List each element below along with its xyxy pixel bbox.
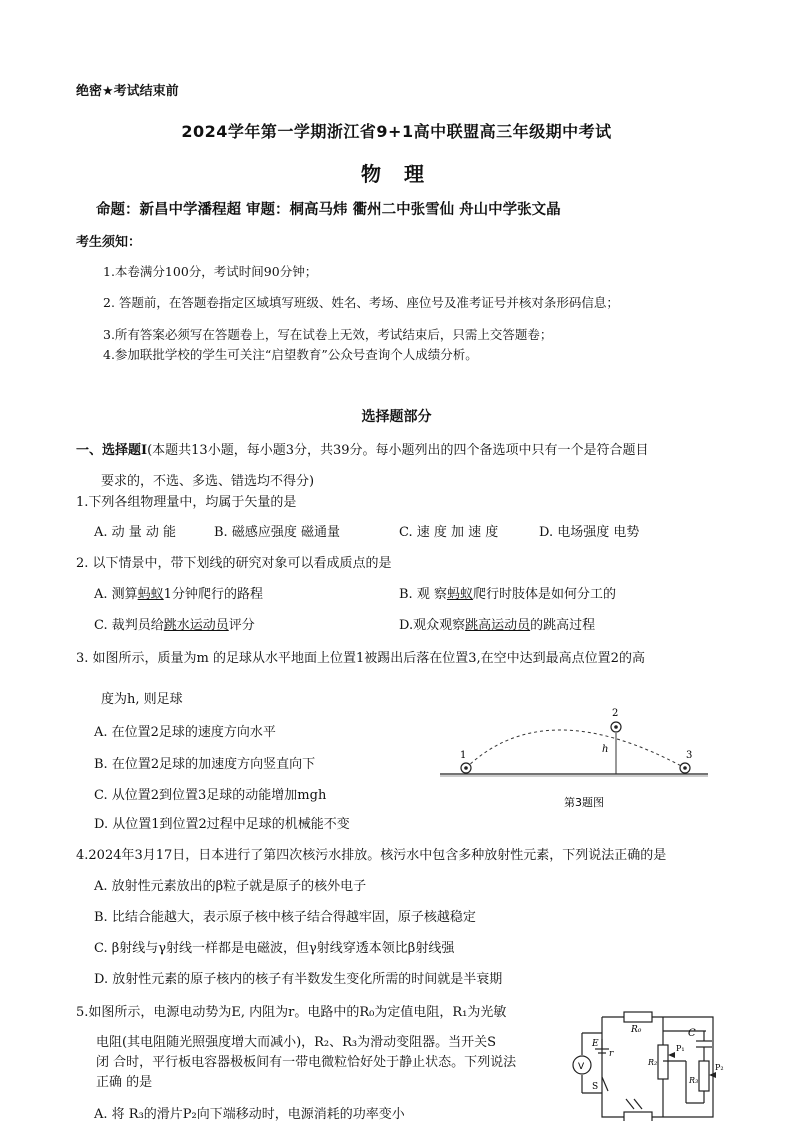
q5-stem-line2: 电阻(其电阻随光照强度增大而减小)，R₂、R₃为滑动变阻器。当开关S: [96, 1035, 497, 1050]
label-r: r: [609, 1049, 614, 1059]
q1-option-d: D. 电场强度 电势: [539, 525, 640, 540]
label-c: C: [688, 1028, 696, 1039]
q1-option-c: C. 速 度 加 速 度: [399, 525, 499, 540]
q2-option-a: [94, 583, 263, 602]
label-3: 3: [686, 750, 693, 761]
label-h: h: [602, 744, 609, 755]
trajectory-path: [466, 730, 685, 768]
q2-option-d: [399, 614, 595, 633]
label-r3: R₃: [689, 1076, 699, 1085]
q3-option-c: C. 从位置2到位置3足球的动能增加mgh: [94, 788, 327, 803]
q2-d-pre: D.观众观察: [399, 618, 466, 633]
notes-title: 考生须知：: [76, 235, 142, 250]
q5-option-a: A. 将 R₃的滑片P₂向下端移动时，电源消耗的功率变小: [94, 1107, 405, 1122]
q4-option-c: C. β射线与γ射线一样都是电磁波，但γ射线穿透本领比β射线强: [94, 941, 455, 956]
q5-circuit-figure: [568, 1003, 728, 1121]
note-item: 2. 答题前，在答题卷指定区域填写班级、姓名、考场、座位号及准考证号并核对条形码信息；: [103, 295, 619, 310]
section-intro-bold: 一、选择题Ⅰ: [76, 443, 148, 458]
q4-stem: 4.2024年3月17日，日本进行了第四次核污水排放。核污水中包含多种放射性元素，下列说法正确的是: [76, 848, 667, 863]
slider-p1-arrow: [668, 1052, 675, 1058]
q1-option-b: B. 磁感应强度 磁通量: [214, 525, 340, 540]
label-e: E: [592, 1039, 599, 1049]
q5-stem-line3: 闭 合时，平行板电容器极板间有一带电微粒恰好处于静止状态。下列说法: [96, 1055, 517, 1070]
r0-resistor: [624, 1012, 652, 1022]
confidential-label: 绝密★考试结束前: [76, 84, 179, 99]
switch-s: [602, 1077, 608, 1091]
label-v: V: [578, 1062, 585, 1072]
r2-resistor: [658, 1045, 668, 1079]
r1-photoresistor: [624, 1112, 652, 1121]
q2-option-c: [94, 614, 255, 633]
q3-option-b: B. 在位置2足球的加速度方向竖直向下: [94, 757, 316, 772]
q1-option-a: A. 动 量 动 能: [94, 525, 177, 540]
q2-b-underlined: 蚂蚁: [446, 587, 473, 602]
q2-d-post: 的跳高过程: [530, 618, 596, 633]
section-intro: [76, 439, 649, 458]
q3-option-a: A. 在位置2足球的速度方向水平: [94, 725, 276, 740]
q2-c-underlined: 跳水运动员: [163, 618, 229, 633]
note-item: 1.本卷满分100分，考试时间90分钟；: [103, 264, 318, 279]
exam-title: 2024学年第一学期浙江省9+1高中联盟高三年级期中考试: [181, 122, 612, 141]
q5-stem-line4: 正确 的是: [96, 1075, 153, 1090]
q2-b-post: 爬行时肢体是如何分工的: [472, 587, 616, 602]
note-item: 4.参加联批学校的学生可关注“启望教育”公众号查询个人成绩分析。: [103, 347, 478, 362]
note-item: 3.所有答案必须写在答题卷上，写在试卷上无效，考试结束后，只需上交答题卷；: [103, 327, 553, 342]
q2-a-underlined: 蚂蚁: [137, 587, 164, 602]
q2-a-pre: A. 测算: [94, 587, 138, 602]
q2-c-post: 评分: [228, 618, 255, 633]
section-title: 选择题部分: [361, 409, 432, 425]
label-r2: R₂: [648, 1058, 658, 1067]
r3-resistor: [699, 1061, 709, 1091]
label-s: S: [592, 1082, 599, 1092]
q2-c-pre: C. 裁判员给: [94, 618, 164, 633]
figure-caption: 第3题图: [564, 796, 604, 809]
label-2: 2: [612, 708, 619, 719]
label-1: 1: [460, 750, 467, 761]
q4-option-b: B. 比结合能越大，表示原子核中核子结合得越牢固，原子核越稳定: [94, 910, 476, 925]
authors-line: 命题：新昌中学潘程超 审题：桐高马炜 衢州二中张雪仙 舟山中学张文晶: [96, 202, 561, 218]
q2-stem: 2. 以下情景中，带下划线的研究对象可以看成质点的是: [76, 556, 392, 571]
q4-option-a: A. 放射性元素放出的β粒子就是原子的核外电子: [94, 879, 367, 894]
label-p2: P₂: [715, 1063, 724, 1072]
q2-a-post: 1分钟爬行的路程: [163, 587, 263, 602]
q3-option-d: D. 从位置1到位置2过程中足球的机械能不变: [94, 817, 350, 832]
q3-figure: [440, 700, 720, 815]
label-p1: P₁: [676, 1044, 685, 1053]
label-r0: R₀: [631, 1025, 642, 1035]
q3-stem-line1: 3. 如图所示，质量为m 的足球从水平地面上位置1被踢出后落在位置3,在空中达到最高点位置2的高: [76, 651, 645, 666]
subject-title: 物 理: [361, 162, 432, 186]
q4-option-d: D. 放射性元素的原子核内的核子有半数发生变化所需的时间就是半衰期: [94, 972, 503, 987]
q2-d-underlined: 跳高运动员: [465, 618, 531, 633]
q2-b-pre: B. 观 察: [399, 587, 447, 602]
q5-stem-line1: 5.如图所示，电源电动势为E, 内阻为r。电路中的R₀为定值电阻，R₁为光敏: [76, 1005, 507, 1020]
q2-option-b: [399, 583, 616, 602]
section-intro-line2: 要求的，不选、多选、错选均不得分): [101, 474, 315, 489]
q1-stem: 1.下列各组物理量中，均属于矢量的是: [76, 495, 297, 510]
q3-stem-line2: 度为h, 则足球: [101, 692, 183, 707]
section-intro-text: (本题共13小题，每小题3分，共39分。每小题列出的四个备选项中只有一个是符合题目: [147, 443, 649, 458]
